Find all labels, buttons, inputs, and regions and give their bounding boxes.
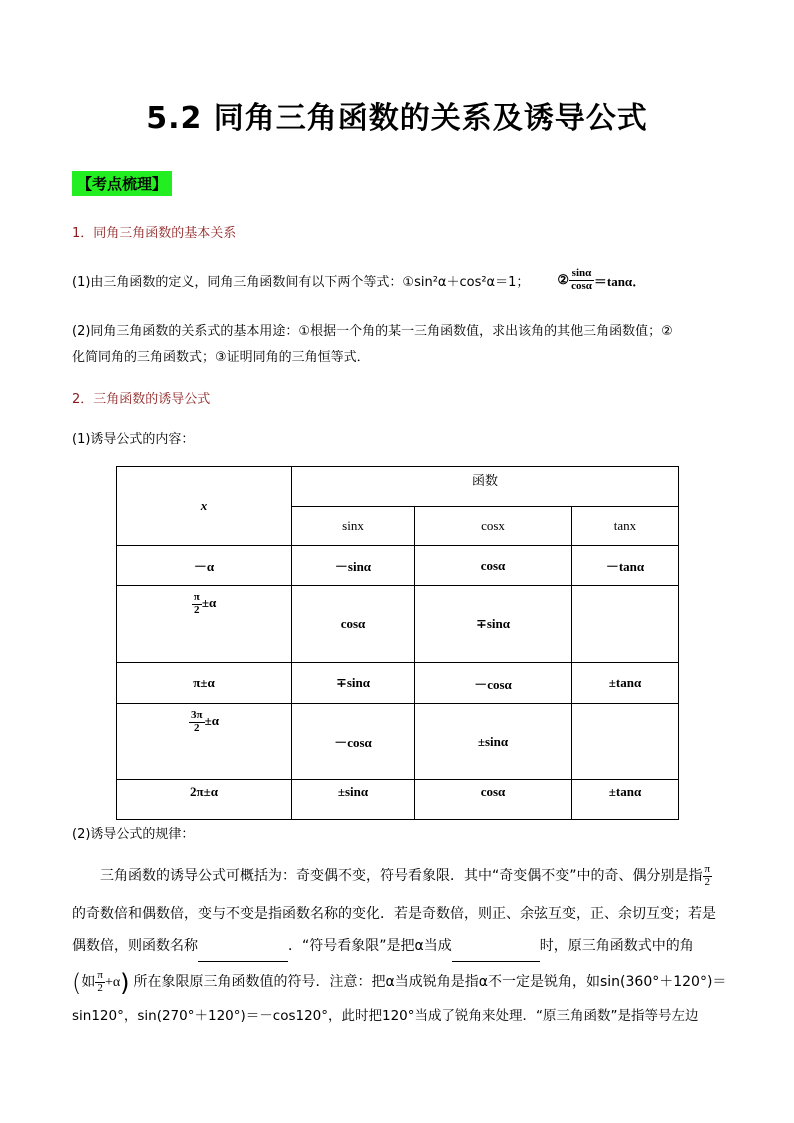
function-header: 函数 [292, 467, 679, 507]
fraction-denominator: cosα [571, 279, 592, 292]
three-pi-over-2-fraction [189, 710, 205, 734]
col-cos: cosx [415, 507, 572, 546]
cell-cos: －cosα [415, 663, 572, 704]
subsection-rules: (2)诱导公式的规律： [72, 827, 195, 842]
fraction-tail: ＝tanα． [593, 273, 646, 289]
table-row [117, 546, 679, 586]
cell-x: －α [117, 546, 292, 586]
fraction-denominator: 2 [194, 721, 200, 734]
col-sin: sinx [292, 507, 415, 546]
cell-cos: cosα [415, 546, 572, 586]
circled-two: ② [557, 272, 570, 288]
cell-x [117, 704, 292, 780]
cell-tan [572, 586, 679, 663]
rule-line-3 [72, 932, 722, 962]
usage-line-1: (2)同角三角函数的关系式的基本用途：①根据一个角的某一三角函数值，求出该角的其他三角函数值；② [72, 324, 673, 339]
section-badge: 【考点梳理】 [72, 171, 172, 196]
cell-tan: ±tanα [572, 663, 679, 704]
identity-line [72, 268, 645, 292]
cell-x-tail: ±α [201, 595, 217, 611]
rule-line-4-text: 所在象限原三角函数值的符号．注意：把α当成锐角是指α不一定是锐角，如sin(360°＋120°)＝ [133, 974, 727, 990]
rule-line-4-plus-alpha: +α [104, 975, 121, 990]
fraction-denominator: 2 [97, 982, 103, 994]
corner-x: x [117, 467, 292, 546]
fraction-denominator: 2 [194, 603, 200, 616]
identity-text: (1)由三角函数的定义，同角三角函数间有以下两个等式：①sin²α＋cos²α＝1； [72, 274, 530, 290]
pi-over-2-fraction [192, 592, 202, 616]
cell-sin: ±sinα [292, 780, 415, 820]
induction-formula-table [116, 466, 679, 820]
rule-line-1-text: 三角函数的诱导公式可概括为：奇变偶不变，符号看象限．其中“奇变偶不变”中的奇、偶分别是指 [100, 868, 703, 884]
table-row [117, 780, 679, 820]
cell-tan: －tanα [572, 546, 679, 586]
cell-sin: ∓sinα [292, 663, 415, 704]
table-row [117, 704, 679, 780]
cell-x-tail: ±α [204, 713, 219, 729]
fraction-numerator: π [193, 591, 200, 603]
cell-x [117, 586, 292, 663]
rule-line-5: sin120°，sin(270°＋120°)＝－cos120°，此时把120°当成了锐角来处理．“原三角函数”是指等号左边 [72, 1008, 699, 1024]
rule-line-3c: 时，原三角函数式中的角 [539, 938, 694, 954]
section1-heading: 1．同角三角函数的基本关系 [72, 226, 237, 241]
page-title: 5.2 同角三角函数的关系及诱导公式 [146, 101, 648, 136]
col-tan: tanx [572, 507, 679, 546]
paren-right: ) [120, 968, 130, 997]
rule-line-3b: ．“符号看象限”是把α当成 [288, 938, 452, 954]
rule-line-3a: 偶数倍，则函数名称 [72, 938, 198, 954]
cell-tan [572, 704, 679, 780]
answer-blank-1[interactable] [198, 932, 288, 962]
cell-sin: －sinα [292, 546, 415, 586]
fraction-numerator: sinα [569, 268, 594, 281]
subsection-contents: (1)诱导公式的内容： [72, 432, 195, 447]
cell-cos: cosα [415, 780, 572, 820]
pi-over-2-fraction [95, 970, 105, 994]
table-row [117, 663, 679, 704]
rule-line-4-ru: 如 [81, 974, 96, 990]
paren-left: ( [72, 968, 82, 997]
cell-cos: ∓sinα [415, 586, 572, 663]
fraction-denominator: 2 [704, 876, 711, 888]
answer-blank-2[interactable] [452, 932, 540, 962]
cell-tan: ±tanα [572, 780, 679, 820]
rule-line-2: 的奇数倍和偶数倍，变与不变是指函数名称的变化．若是奇数倍，则正、余弦互变，正、余切互变；若是 [72, 906, 716, 922]
cell-x: 2π±α [117, 780, 292, 820]
rule-line-1 [72, 862, 722, 891]
sin-over-cos-fraction [569, 268, 594, 292]
usage-line-2: 化简同角的三角函数式；③证明同角的三角恒等式． [72, 350, 370, 365]
cell-cos: ±sinα [415, 704, 572, 780]
table-row [117, 586, 679, 663]
pi-over-2-fraction [703, 864, 713, 888]
cell-x: π±α [117, 663, 292, 704]
fraction-numerator: π [704, 863, 711, 876]
rule-line-4 [72, 968, 727, 997]
cell-sin: －cosα [292, 704, 415, 780]
section2-heading: 2．三角函数的诱导公式 [72, 392, 211, 407]
cell-sin: cosα [292, 586, 415, 663]
fraction-numerator: 3π [191, 709, 203, 721]
fraction-numerator: π [97, 969, 103, 982]
